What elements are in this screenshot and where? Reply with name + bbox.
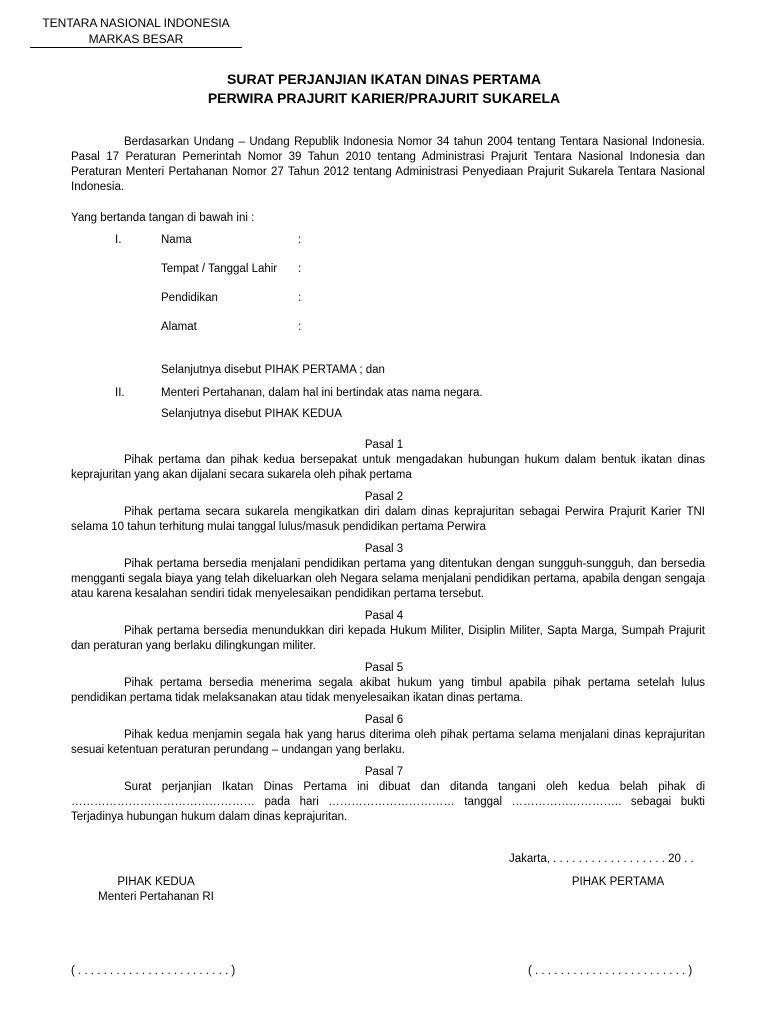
party-one-number: I. <box>115 234 122 246</box>
article-text <box>71 624 705 654</box>
field-label-address: Alamat <box>161 321 197 333</box>
article-heading: Pasal 5 <box>364 662 404 674</box>
article-body: Pihak kedua menjamin segala hak yang harus diterima oleh pihak pertama selama menjalani dinas keprajuritan sesuai ketentuan peraturan perundang – undangan yang berlaku. <box>71 729 705 756</box>
party-one-designation: Selanjutnya disebut PIHAK PERTAMA ; dan <box>161 364 385 376</box>
signature-left-subtitle: Menteri Pertahanan RI <box>98 891 214 903</box>
article-body: Pihak pertama secara sukarela mengikatkan diri dalam dinas keprajuritan sebagai Perwira Prajurit Karier TNI selama 10 tahun terhitung mulai tanggal lulus/masuk pendidikan pertama Perwira <box>71 506 705 533</box>
document-title: SURAT PERJANJIAN IKATAN DINAS PERTAMA <box>227 71 541 87</box>
article-body: Pihak pertama bersedia menjalani pendidikan pertama yang ditentukan dengan sungguh-sungguh, dan bersedia mengganti segala biaya yang telah dikeluarkan oleh Negara selama menjalani pendidikan pertama, apabila dengan sengaja atau karena kesalahan sendiri tidak menyelesaikan pendidikan pertama tersebut. <box>71 558 705 600</box>
header-underline <box>30 47 242 48</box>
field-label-birth: Tempat / Tanggal Lahir <box>161 263 278 275</box>
article-text <box>71 505 705 535</box>
intro-paragraph <box>71 135 705 195</box>
article-heading: Pasal 2 <box>364 491 404 503</box>
article-heading: Pasal 4 <box>364 610 404 622</box>
article-body: Pihak pertama dan pihak kedua bersepakat untuk mengadakan hubungan hukum dalam bentuk ikatan dinas keprajuritan yang akan dijalani secara sukarela oleh pihak pertama <box>71 454 705 481</box>
party-two-number: II. <box>115 387 125 399</box>
org-name: TENTARA NASIONAL INDONESIA <box>42 16 230 30</box>
signature-right-title: PIHAK PERTAMA <box>571 876 665 888</box>
intro-text: Berdasarkan Undang – Undang Republik Indonesia Nomor 34 tahun 2004 tentang Tentara Nasional Indonesia. Pasal 17 Peraturan Pemerintah Nomor 39 Tahun 2010 tentang Administrasi Prajurit Tentara Nasional Indonesia dan Peraturan Menteri Pertahanan Nomor 27 Tahun 2012 tentang Administrasi Penyediaan Prajurit Sukarela Tentara Nasional Indonesia. <box>71 136 705 193</box>
org-header <box>30 15 242 47</box>
article-text <box>71 780 705 825</box>
signature-left-title: PIHAK KEDUA <box>117 876 195 888</box>
field-label-education: Pendidikan <box>161 292 218 304</box>
signature-right-blank: ( . . . . . . . . . . . . . . . . . . . . . . . . ) <box>528 965 693 977</box>
field-colon: : <box>298 263 302 275</box>
party-two-description: Menteri Pertahanan, dalam hal ini bertindak atas nama negara. <box>161 387 483 399</box>
field-colon: : <box>298 321 302 333</box>
article-heading: Pasal 6 <box>364 714 404 726</box>
article-heading: Pasal 1 <box>364 439 404 451</box>
article-body: Pihak pertama bersedia menundukkan diri kepada Hukum Militer, Disiplin Militer, Sapta Marga, Sumpah Prajurit dan peraturan yang berlaku dilingkungan militer. <box>71 625 705 652</box>
document-subtitle: PERWIRA PRAJURIT KARIER/PRAJURIT SUKARELA <box>207 90 561 106</box>
field-label-name: Nama <box>161 234 192 246</box>
article-heading: Pasal 7 <box>364 766 404 778</box>
place-date: Jakarta, . . . . . . . . . . . . . . . . . . 20 . . <box>509 853 694 865</box>
article-body: Surat perjanjian Ikatan Dinas Pertama ini dibuat dan ditanda tangani oleh kedua belah pihak di ………………………………………… pada hari …………………………… tanggal ……………………….. sebagai bukti Terjadinya hubungan hukum dalam dinas keprajuritan. <box>71 781 705 823</box>
article-body: Pihak pertama bersedia menerima segala akibat hukum yang timbul apabila pihak pertama setelah lulus pendidikan pertama tidak melaksanakan atau tidak menyelesaikan ikatan dinas pertama. <box>71 677 705 704</box>
article-text <box>71 557 705 602</box>
article-heading: Pasal 3 <box>364 543 404 555</box>
field-colon: : <box>298 234 302 246</box>
signatory-intro: Yang bertanda tangan di bawah ini : <box>71 212 255 224</box>
field-colon: : <box>298 292 302 304</box>
article-text <box>71 676 705 706</box>
article-text <box>71 453 705 483</box>
party-two-designation: Selanjutnya disebut PIHAK KEDUA <box>161 408 342 420</box>
org-unit: MARKAS BESAR <box>88 32 184 46</box>
article-text <box>71 728 705 758</box>
signature-left-blank: ( . . . . . . . . . . . . . . . . . . . . . . . . ) <box>71 965 236 977</box>
